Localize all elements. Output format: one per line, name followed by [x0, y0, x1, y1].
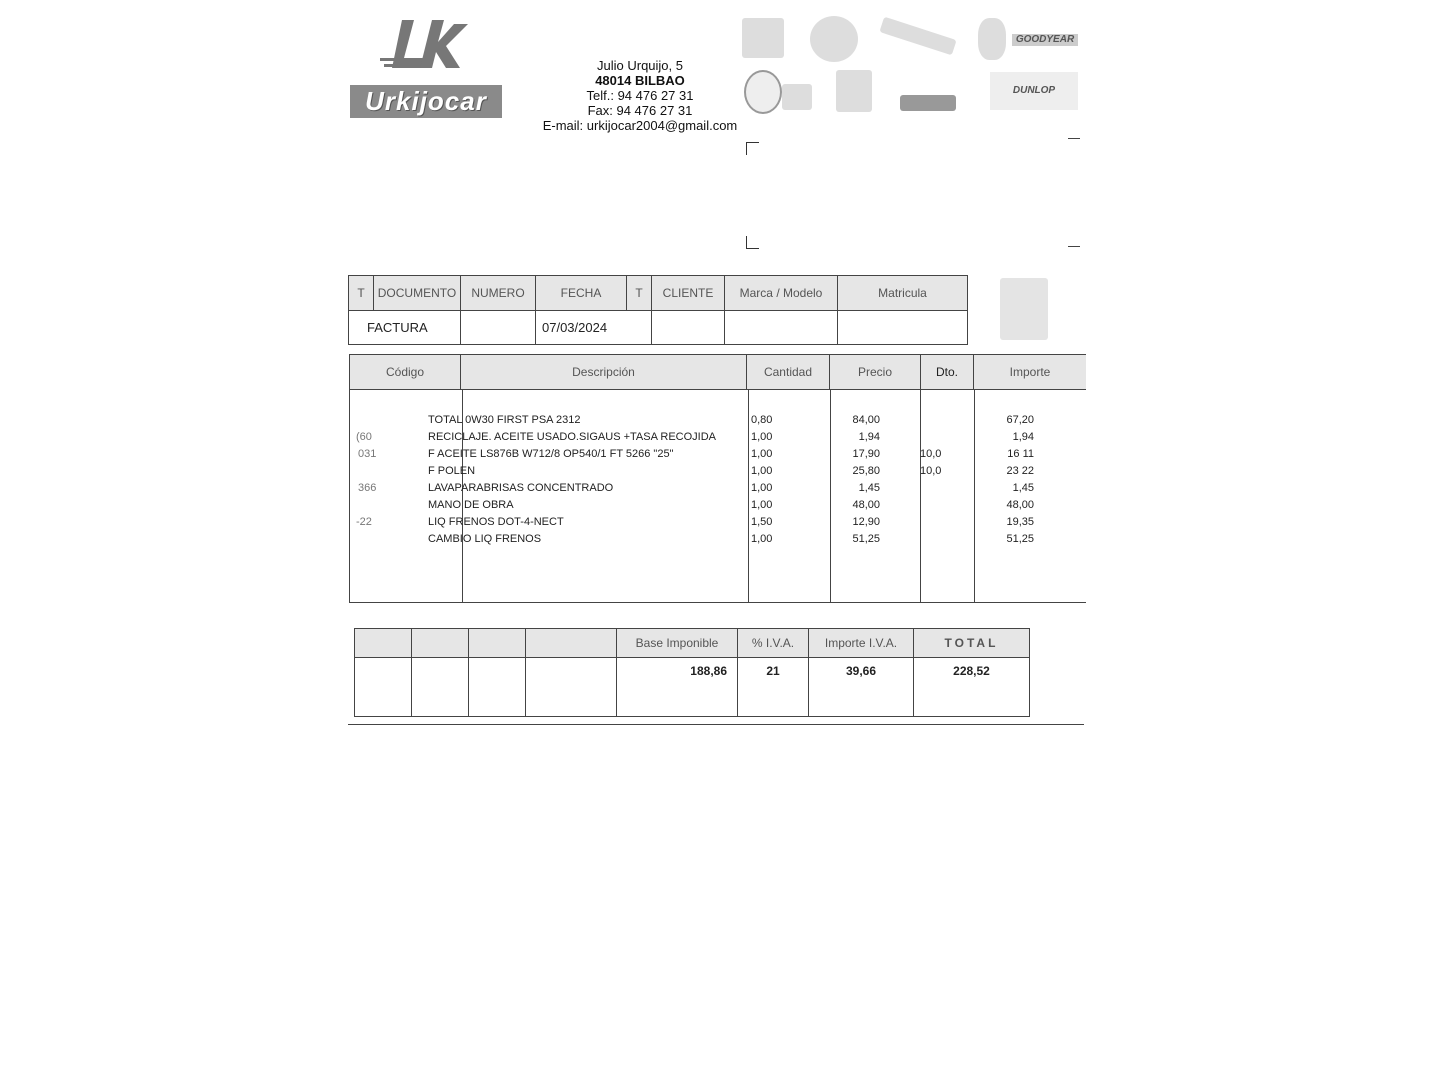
- brake-pad-icon: [782, 84, 812, 110]
- iva-percent-label: % I.V.A.: [738, 629, 809, 658]
- col-cliente: CLIENTE: [652, 276, 725, 311]
- col-codigo: Código: [350, 355, 461, 389]
- iva-amount-label: Importe I.V.A.: [809, 629, 914, 658]
- col-matricula: Matricula: [838, 276, 968, 311]
- iva-percent-value: 21: [738, 658, 809, 717]
- company-logo-name: Urkijocar: [350, 85, 502, 118]
- col-fecha: FECHA: [536, 276, 627, 311]
- invoice-totals-table: [354, 628, 1030, 717]
- dunlop-logo: DUNLOP: [990, 72, 1078, 110]
- fold-mark-top: [1068, 138, 1080, 139]
- total-label: TOTAL: [914, 629, 1030, 658]
- col-precio: Precio: [830, 355, 921, 389]
- table-row: 031 F ACEITE LS876B W712/8 OP540/1 FT 5266 "25" 1,00 17,90 10,0 16 11: [358, 448, 1034, 460]
- base-imponible-label: Base Imponible: [617, 629, 738, 658]
- table-row: MANO DE OBRA 1,00 48,00 48,00: [428, 499, 1034, 511]
- table-row: F POLEN 1,00 25,80 10,0 23 22: [428, 465, 1034, 477]
- battery-icon: [742, 18, 784, 58]
- company-address-block: [520, 58, 760, 133]
- address-fax: Fax: 94 476 27 31: [587, 103, 693, 118]
- items-body: [350, 390, 1086, 602]
- address-street: Julio Urquijo, 5: [597, 58, 683, 73]
- table-row: CAMBIO LIQ FRENOS 1,00 51,25 51,25: [428, 533, 1034, 545]
- value-matricula: [838, 310, 968, 345]
- goodyear-logo: GOODYEAR: [1012, 34, 1078, 46]
- table-row: -22 LIQ FRENOS DOT-4-NECT 1,50 12,90 19,35: [356, 516, 1034, 528]
- fold-mark-bottom: [1068, 246, 1080, 247]
- document-header-table: [348, 275, 968, 345]
- col-numero: NUMERO: [461, 276, 536, 311]
- value-cliente: [652, 310, 725, 345]
- footer-divider: [348, 724, 1084, 725]
- shock-absorber-icon: [879, 17, 956, 56]
- items-header-row: [350, 355, 1086, 390]
- table-row: TOTAL 0W30 FIRST PSA 2312 0,80 84,00 67,20: [428, 414, 1034, 426]
- table-row: (60 RECICLAJE. ACEITE USADO.SIGAUS +TASA RECOJIDA 1,00 1,94 1,94: [356, 431, 1034, 443]
- col-t: T: [349, 276, 374, 311]
- address-window-corner-bottom: [746, 236, 759, 249]
- col-t2: T: [627, 276, 652, 311]
- total-value: 228,52: [914, 658, 1030, 717]
- clutch-disc-icon: [836, 70, 872, 112]
- company-logo-icon: [380, 18, 470, 70]
- invoice-items-table: [349, 354, 1086, 603]
- address-window-corner-top: [746, 142, 759, 155]
- timing-belt-icon: [810, 16, 858, 62]
- value-numero: [461, 310, 536, 345]
- address-email: E-mail: urkijocar2004@gmail.com: [542, 118, 738, 133]
- value-documento: FACTURA: [349, 310, 461, 345]
- filter-icon: [900, 95, 956, 111]
- car-part-icon: [1000, 278, 1048, 340]
- address-phone: Telf.: 94 476 27 31: [586, 88, 694, 103]
- col-documento: DOCUMENTO: [374, 276, 461, 311]
- iva-amount-value: 39,66: [809, 658, 914, 717]
- value-marca-modelo: [725, 310, 838, 345]
- col-cantidad: Cantidad: [747, 355, 830, 389]
- table-row: 366 LAVAPARABRISAS CONCENTRADO 1,00 1,45 1,45: [358, 482, 1034, 494]
- col-importe: Importe: [1009, 365, 1051, 379]
- value-fecha: 07/03/2024: [536, 310, 652, 345]
- brake-disc-icon: [744, 70, 782, 114]
- base-imponible-value: 188,86: [617, 658, 738, 717]
- col-dto: Dto.: [921, 355, 974, 389]
- tire-icon: [978, 18, 1006, 60]
- col-descripcion: Descripción: [461, 355, 747, 389]
- address-city: 48014 BILBAO: [595, 73, 685, 88]
- col-marca-modelo: Marca / Modelo: [725, 276, 838, 311]
